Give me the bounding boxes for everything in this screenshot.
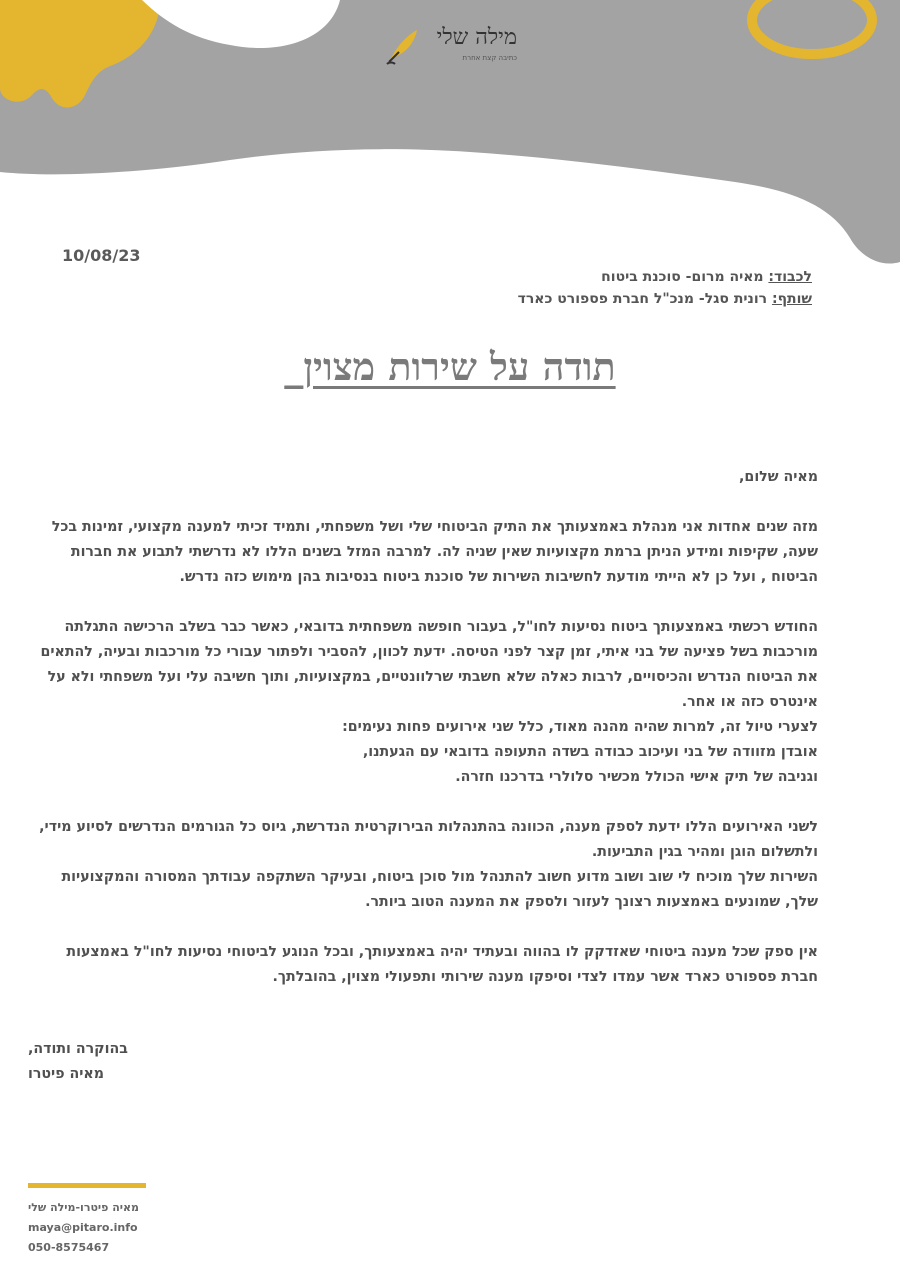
to-label: לכבוד:: [768, 269, 812, 285]
brand-logo: [385, 22, 525, 70]
cc-value: רונית סגל- מנכ"ל חברת פספורט כארד: [517, 291, 768, 307]
paragraph-3-intro: לצערי טיול זה, למרות שהיה מהנה מאוד, כלל שני אירועים פחות נעימים:: [342, 719, 818, 735]
signoff-block: [28, 1037, 328, 1087]
quill-icon: [385, 26, 421, 66]
footer-email[interactable]: maya@pitaro.info: [28, 1221, 138, 1234]
paragraph-1: מזה שנים אחדות אני מנהלת באמצעותך את התיק הביטוחי שלי ושל משפחתי, ותמיד זכיתי למענה מקצועי, זמינות בכל שעה, שקיפות ומידע הניתן ברמת מקצועיות שאין שניה לה. למרבה המזל בשנים הללו לא נדרשתי לתבוע את חברות הביטוח , ועל כן לא הייתי מודעת לחשיבות השירות של סוכנת ביטוח בנסיבות בהן מימוש כזה נדרש.: [51, 519, 818, 585]
paragraph-6: אין ספק שכל מענה ביטוחי שאזדקק לו בהווה ובעתיד יהיה באמצעותך, ובכל הנוגע לביטוחי נסיעות לחו"ל באמצעות חברת פספורט כארד אשר עמדו לצדי וסיפקו מענה שירותי ותפעולי מצוין, בהובלתך.: [66, 944, 818, 985]
greeting: מאיה שלום,: [739, 469, 818, 485]
cc-line: [312, 288, 812, 310]
logo-name: מילה שלי: [436, 25, 517, 50]
addressee-block: [312, 266, 812, 310]
footer-contact: [28, 1198, 139, 1258]
paragraph-2: החודש רכשתי באמצעותך ביטוח נסיעות לחו"ל, בעבור חופשה משפחתית בדובאי, כאשר כבר בשלב הרכישה התגלתה מורכבות בשל פציעה של בני איתי, זמן קצר לפני הטיסה. ידעת לכוון, להסביר ולפתור עבורי כל מורכבות ובעיה, להתאים את הביטוח הנדרש והכיסויים, לרבות כאלה שלא חשבתי שרלוונטיים, במקצועיות, ותוך חשיבה עלי ועל משפחתי ולא על אינטרס כזה או אחר.: [40, 619, 818, 710]
letter-date: 10/08/23: [62, 246, 141, 265]
to-line: [312, 266, 812, 288]
paragraph-3-item-1: אובדן מזוודה של בני ועיכוב כבודה בשדה התעופה בדובאי עם הגעתנו,: [362, 744, 818, 760]
letter-title: תודה על שירות מצוין_: [284, 344, 616, 389]
closing: בהוקרה ותודה,: [28, 1041, 128, 1057]
paragraph-5: השירות שלך מוכיח לי שוב ושוב מדוע חשוב להתנהל מול סוכן ביטוח, ובעיקר השתקפה עבודתך המסורה והמקצועיות שלך, שמונעים באמצעות רצונך לעזור ולספק את המענה הטוב ביותר.: [61, 869, 818, 910]
logo-tagline: כתיבה קצת אחרת: [462, 54, 517, 62]
letter-body: [28, 465, 818, 990]
to-value: מאיה מרום- סוכנת ביטוח: [601, 269, 764, 285]
footer-accent-bar: [28, 1183, 146, 1188]
signer-name: מאיה פיטרו: [28, 1066, 105, 1082]
paragraph-4: לשני האירועים הללו ידעת לספק מענה, הכוונה בהתנהלות הבירוקרטית הנדרשת, גיוס כל הגורמים הנדרשים לסיוע מידי, ולתשלום הוגן ומהיר בגין התביעות.: [39, 819, 818, 860]
footer-phone[interactable]: 050-8575467: [28, 1241, 110, 1254]
footer-name: מאיה פיטרו-מילה שלי: [28, 1201, 139, 1214]
cc-label: שותף:: [771, 291, 812, 307]
paragraph-3-item-2: וגניבה של תיק אישי הכולל מכשיר סלולרי בדרכנו חזרה.: [455, 769, 818, 785]
